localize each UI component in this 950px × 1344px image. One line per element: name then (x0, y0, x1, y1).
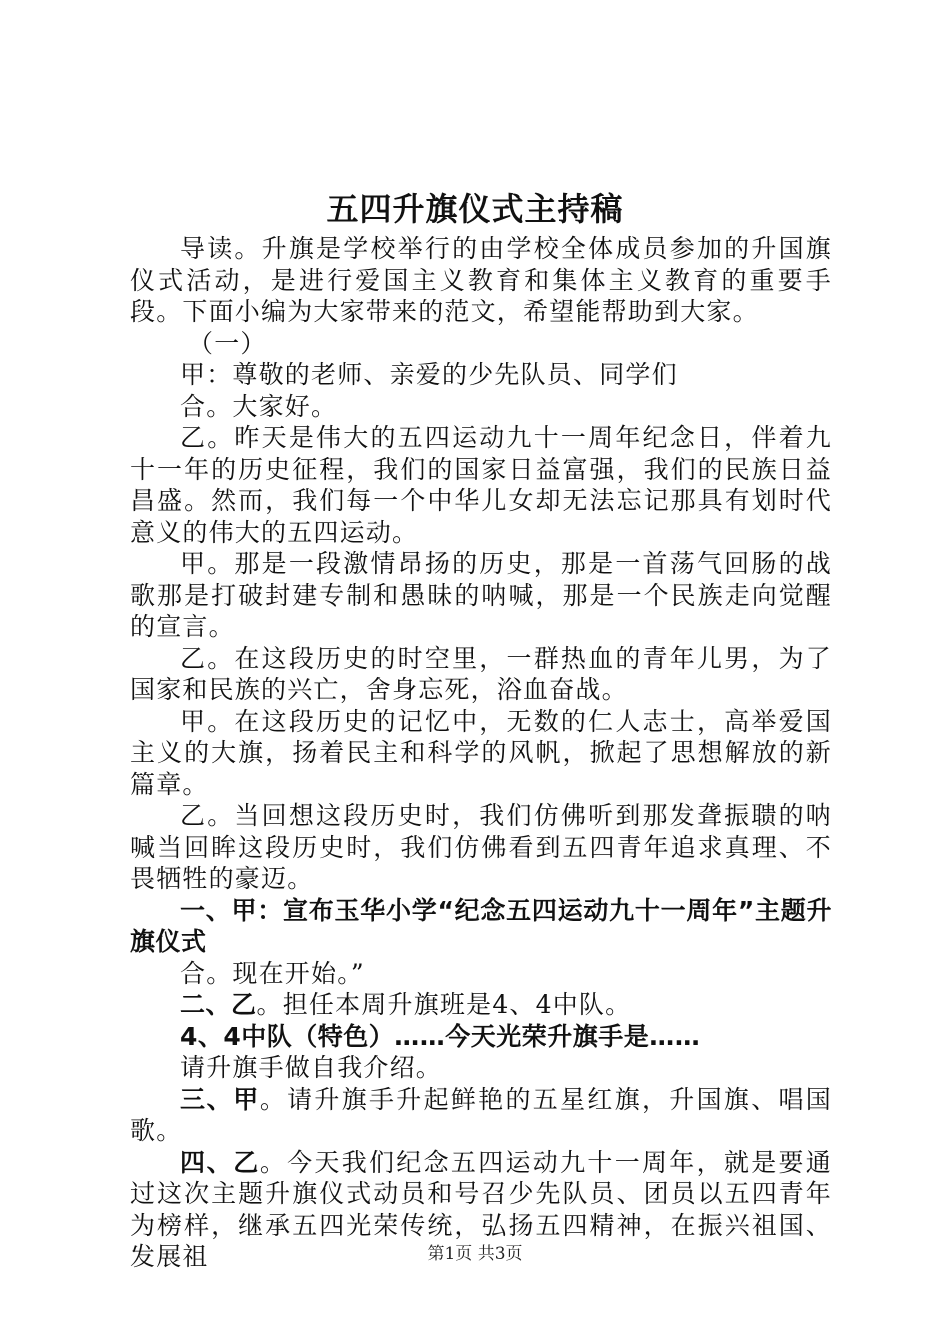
dialogue-paragraph: 甲。那是一段激情昂扬的历史，那是一首荡气回肠的战歌那是打破封建专制和愚昧的呐喊，那是一个民族走向觉醒的宣言。 (130, 549, 832, 641)
dialogue-paragraph: 乙。在这段历史的时空里，一群热血的青年儿男，为了国家和民族的兴亡，舍身忘死，浴血奋战。 (130, 643, 832, 704)
step-lead: 四、乙 (180, 1147, 260, 1177)
step-text: 。请升旗手升起鲜艳的五星红旗，升国旗、唱国歌。 (130, 1084, 832, 1145)
step-text: 。今天我们纪念五四运动九十一周年，就是要通过这次主题升旗仪式动员和号召少先队员、团员以五四青年为榜样，继承五四光荣传统，弘扬五四精神，在振兴祖国、发展祖 (130, 1147, 832, 1271)
step-text: 。担任本周升旗班是4、4中队。 (256, 990, 632, 1019)
ceremony-step-paragraph (130, 989, 832, 1021)
dialogue-paragraph: 乙。昨天是伟大的五四运动九十一周年纪念日，伴着九十一年的历史征程，我们的国家日益富强，我们的民族日益昌盛。然而，我们每一个中华儿女却无法忘记那具有划时代意义的伟大的五四运动。 (130, 423, 832, 547)
ceremony-step-heading: 一、甲：宣布玉华小学“纪念五四运动九十一周年”主题升旗仪式 (130, 895, 832, 956)
ceremony-step-heading: 4、4中队（特色）……今天光荣升旗手是…… (180, 1021, 701, 1051)
step-lead: 二、乙 (180, 990, 257, 1019)
dialogue-paragraph: 甲。在这段历史的记忆中，无数的仁人志士，高举爱国主义的大旗，扬着民主和科学的风帆，掀起了思想解放的新篇章。 (130, 706, 832, 799)
dialogue-paragraph: 合。现在开始。” (180, 958, 365, 988)
step-lead: 三、甲 (180, 1084, 260, 1114)
dialogue-paragraph: 请升旗手做自我介绍。 (180, 1053, 443, 1082)
section-marker: （一） (188, 328, 267, 358)
dialogue-paragraph: 合。大家好。 (180, 391, 338, 421)
document-title: 五四升旗仪式主持稿 (326, 190, 624, 228)
dialogue-paragraph: 甲：尊敬的老师、亲爱的少先队员、同学们 (180, 360, 678, 389)
dialogue-paragraph: 乙。当回想这段历史时，我们仿佛听到那发聋振聩的呐喊当回眸这段历史时，我们仿佛看到五四青年追求真理、不畏牺牲的豪迈。 (130, 801, 832, 893)
intro-paragraph: 导读。升旗是学校举行的由学校全体成员参加的升国旗仪式活动，是进行爱国主义教育和集体主义教育的重要手段。下面小编为大家带来的范文，希望能帮助到大家。 (130, 234, 832, 326)
ceremony-step-paragraph (130, 1084, 832, 1147)
page-number-footer: 第1页 共3页 (427, 1244, 523, 1264)
document-body (130, 233, 832, 1273)
